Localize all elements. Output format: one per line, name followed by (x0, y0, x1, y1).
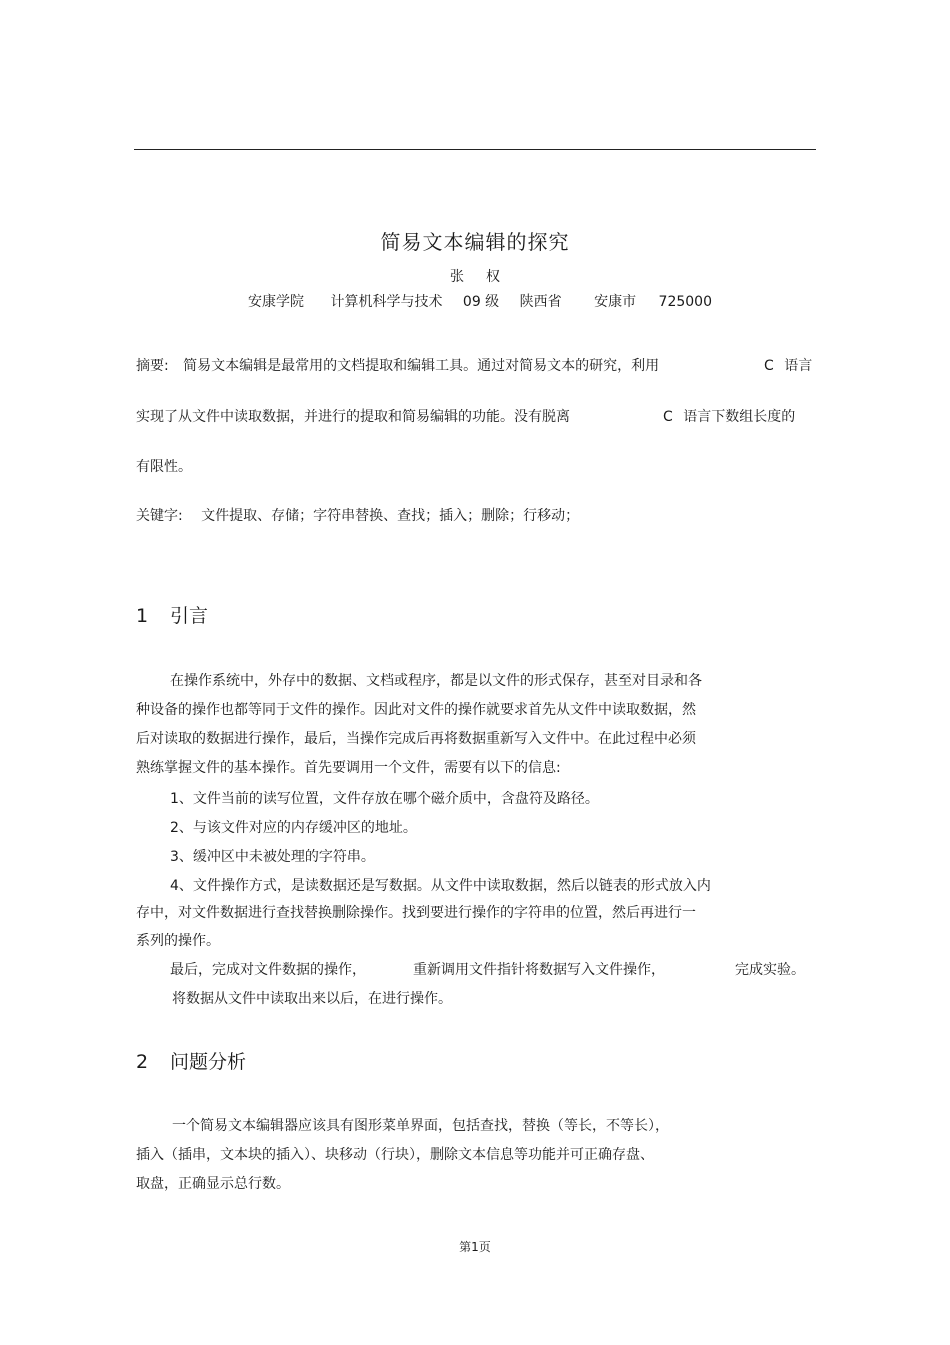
section-1-title: 引言 (170, 605, 209, 627)
s1-list-item-4-line-1: 4、文件操作方式，是读数据还是写数据。从文件中读取数据，然后以链表的形式放入内 (170, 878, 711, 894)
abstract-label: 摘要: (136, 358, 169, 374)
s1-p1-line-1: 在操作系统中，外存中的数据、文档或程序，都是以文件的形式保存，甚至对目录和各 (170, 673, 702, 689)
author-name (0, 266, 950, 286)
abstract-line-1-end: C 语言 (764, 358, 813, 374)
s1-last-b: 重新调用文件指针将数据写入文件操作， (413, 962, 665, 978)
abstract-line-2-end: C 语言下数组长度的 (663, 409, 796, 425)
keywords-label: 关键字: (136, 508, 183, 524)
section-2-title: 问题分析 (170, 1051, 247, 1073)
s1-list-item-4-line-2: 存中，对文件数据进行查找替换删除操作。找到要进行操作的字符串的位置，然后再进行一 (136, 905, 696, 921)
affiliation-grade: 09 级 (462, 294, 500, 310)
page-number: 第1页 (459, 1240, 491, 1254)
abstract-line-1: 摘要: 简易文本编辑是最常用的文档提取和编辑工具。通过对简易文本的研究，利用 (136, 358, 660, 374)
s1-last-c: 完成实验。 (735, 962, 805, 978)
keywords-text: 文件提取、存储；字符串替换、查找；插入；删除；行移动； (201, 508, 580, 524)
affiliation-postcode: 725000 (658, 294, 712, 310)
s1-list-item-2: 2、与该文件对应的内存缓冲区的地址。 (170, 820, 417, 836)
abstract-line-2: 实现了从文件中读取数据，并进行的提取和简易编辑的功能。没有脱离 (136, 409, 570, 425)
s1-list-item-4-line-3: 系列的操作。 (136, 933, 220, 949)
s1-last-line: 将数据从文件中读取出来以后，在进行操作。 (172, 991, 452, 1007)
s2-p1-line-1: 一个简易文本编辑器应该具有图形菜单界面，包括查找，替换（等长，不等长）， (172, 1118, 669, 1134)
section-1-number: 1 (136, 605, 149, 627)
author-surname: 张 (450, 269, 464, 285)
affiliation-dept: 计算机科学与技术 (330, 294, 443, 310)
s1-p1-line-4: 熟练掌握文件的基本操作。首先要调用一个文件，需要有以下的信息: (136, 760, 561, 776)
affiliation-province: 陕西省 (519, 294, 562, 310)
keywords (136, 505, 579, 525)
s1-list-item-3: 3、缓冲区中未被处理的字符串。 (170, 849, 375, 865)
paper-title: 简易文本编辑的探究 (380, 230, 570, 254)
s1-list-item-1: 1、文件当前的读写位置，文件存放在哪个磁介质中，含盘符及路径。 (170, 791, 599, 807)
affiliation-city: 安康市 (594, 294, 637, 310)
header-rule (134, 149, 816, 150)
abstract-line-3: 有限性。 (136, 459, 192, 475)
affiliation (248, 291, 712, 311)
s2-p1-line-3: 取盘，正确显示总行数。 (136, 1176, 290, 1192)
section-2-heading (136, 1047, 246, 1074)
author-given: 权 (486, 269, 500, 285)
s1-p1-line-3: 后对读取的数据进行操作，最后，当操作完成后再将数据重新写入文件中。在此过程中必须 (136, 731, 696, 747)
s1-p1-line-2: 种设备的操作也都等同于文件的操作。因此对文件的操作就要求首先从文件中读取数据，然 (136, 702, 696, 718)
affiliation-school: 安康学院 (248, 294, 304, 310)
section-1-heading (136, 601, 208, 628)
s1-last-a: 最后，完成对文件数据的操作， (170, 962, 366, 978)
s2-p1-line-2: 插入（插串，文本块的插入）、块移动（行块），删除文本信息等功能并可正确存盘、 (136, 1147, 654, 1163)
section-2-number: 2 (136, 1051, 149, 1073)
